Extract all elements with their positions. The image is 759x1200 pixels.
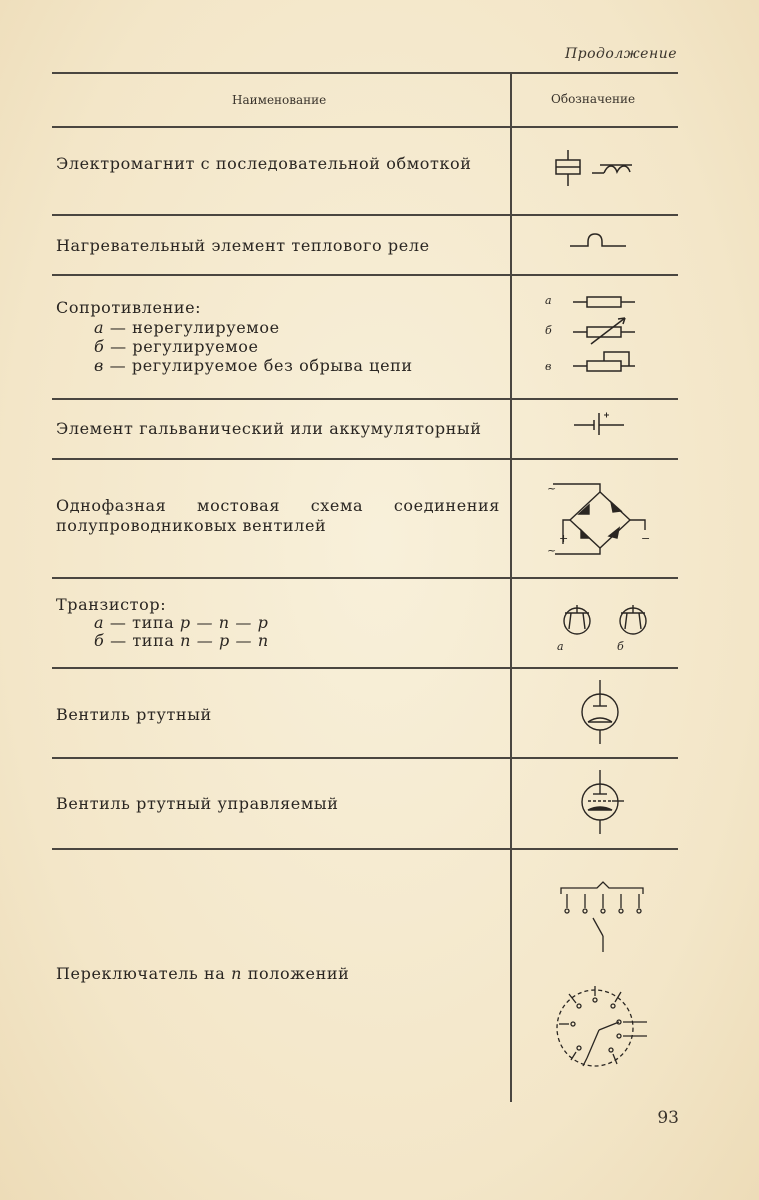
header-rule [52, 126, 678, 128]
thermal-relay-heater-icon [568, 228, 638, 256]
symbol-label: б [617, 640, 624, 653]
symbol-label: в [545, 360, 552, 373]
row-subitem: б — регулируемое [94, 337, 259, 356]
symbol-label: ~ [547, 482, 557, 495]
resistor-icon [545, 290, 655, 384]
mercury-valve-icon [578, 680, 628, 754]
row-subitem: а — типа p — n — p [94, 613, 269, 632]
row-rule [52, 458, 678, 460]
table-top-rule [52, 72, 678, 74]
row-rule [52, 577, 678, 579]
electromagnet-series-winding-icon [548, 150, 648, 194]
transistor-icon [555, 603, 665, 657]
symbol-label: а [557, 640, 564, 653]
row-name: Вентиль ртутный [56, 705, 212, 724]
row-rule [52, 274, 678, 276]
symbol-label: + [559, 532, 569, 545]
column-divider [510, 72, 512, 1102]
row-name: Электромагнит с последовательной обмоткой [56, 154, 472, 173]
row-rule [52, 667, 678, 669]
continued-label: Продолжение [564, 46, 677, 62]
row-name: Транзистор: [56, 595, 167, 614]
row-name: Однофазная мостовая схема соединения полупроводниковых вентилей [56, 496, 500, 535]
page-number: 93 [657, 1108, 679, 1128]
symbol-label: а [545, 294, 552, 307]
column-header-name: Наименование [232, 93, 327, 107]
row-rule [52, 757, 678, 759]
galvanic-cell-icon [572, 410, 632, 440]
row-rule [52, 848, 678, 850]
row-rule [52, 398, 678, 400]
controlled-mercury-valve-icon [578, 770, 638, 844]
row-subitem: в — регулируемое без обрыва цепи [94, 356, 413, 375]
bridge-rectifier-icon [545, 472, 655, 571]
row-subitem: б — типа n — p — n [94, 631, 269, 650]
row-name: Сопротивление: [56, 298, 202, 317]
row-rule [52, 214, 678, 216]
n-position-switch-icon [555, 880, 665, 1084]
row-subitem: а — нерегулируемое [94, 318, 280, 337]
row-name: Элемент гальванический или аккумуляторный [56, 419, 482, 438]
row-name: Вентиль ртутный управляемый [56, 794, 339, 813]
column-header-symbol: Обозначение [551, 92, 636, 106]
symbol-label: ~ [547, 544, 557, 557]
symbol-label: б [545, 324, 552, 337]
row-name: Нагревательный элемент теплового реле [56, 236, 430, 255]
row-name: Переключатель на n положений [56, 964, 350, 983]
symbol-label: − [641, 532, 651, 545]
